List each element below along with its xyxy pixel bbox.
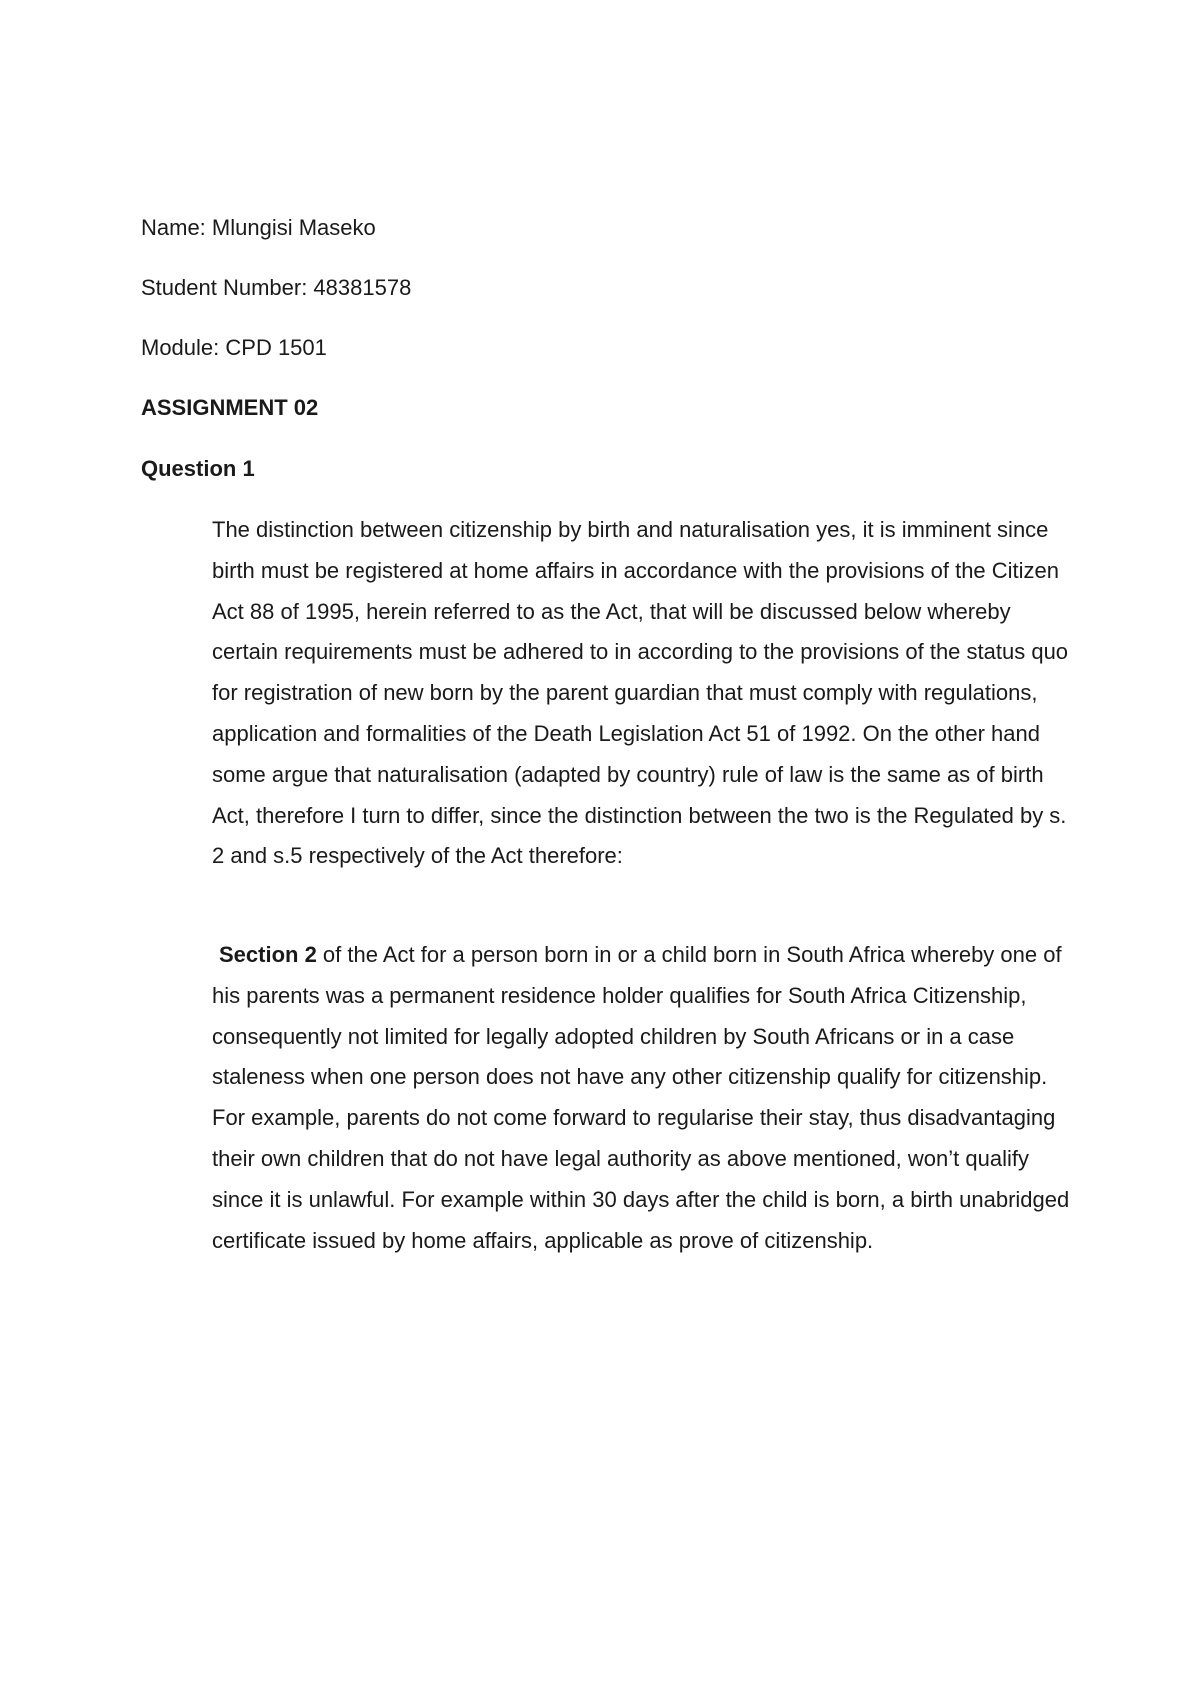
student-number-line: Student Number: 48381578 (141, 275, 412, 300)
assignment-title: ASSIGNMENT 02 (141, 395, 319, 420)
section-2-lead: Section 2 (219, 942, 317, 967)
module-line: Module: CPD 1501 (141, 335, 327, 360)
section-2-text: of the Act for a person born in or a child born in South Africa whereby one of his parents was a permanent residence holder qualifies for South Africa Citizenship, consequently not limited for legally adopted children by South Africans or in a case staleness when one person does not have any other citizenship qualify for citizenship. For example, parents do not come forward to regularise their stay, thus disadvantaging their own children that do not have legal authority as above mentioned, won’t qualify since it is unlawful. For example within 30 days after the child is born, a birth unabridged certificate issued by home affairs, applicable as prove of citizenship. (212, 942, 1070, 1253)
question-heading: Question 1 (141, 456, 255, 481)
answer-paragraph-2 (212, 935, 1072, 1261)
answer-paragraph-1: The distinction between citizenship by birth and naturalisation yes, it is imminent since birth must be registered at home affairs in accordance with the provisions of the Citizen Act 88 of 1995, herein referred to as the Act, that will be discussed below whereby certain requirements must be adhered to in according to the provisions of the status quo for registration of new born by the parent guardian that must comply with regulations, application and formalities of the Death Legislation Act 51 of 1992. On the other hand some argue that naturalisation (adapted by country) rule of law is the same as of birth Act, therefore I turn to differ, since the distinction between the two is the Regulated by s. 2 and s.5 respectively of the Act therefore: (212, 517, 1069, 869)
student-name-line: Name: Mlungisi Maseko (141, 215, 376, 240)
